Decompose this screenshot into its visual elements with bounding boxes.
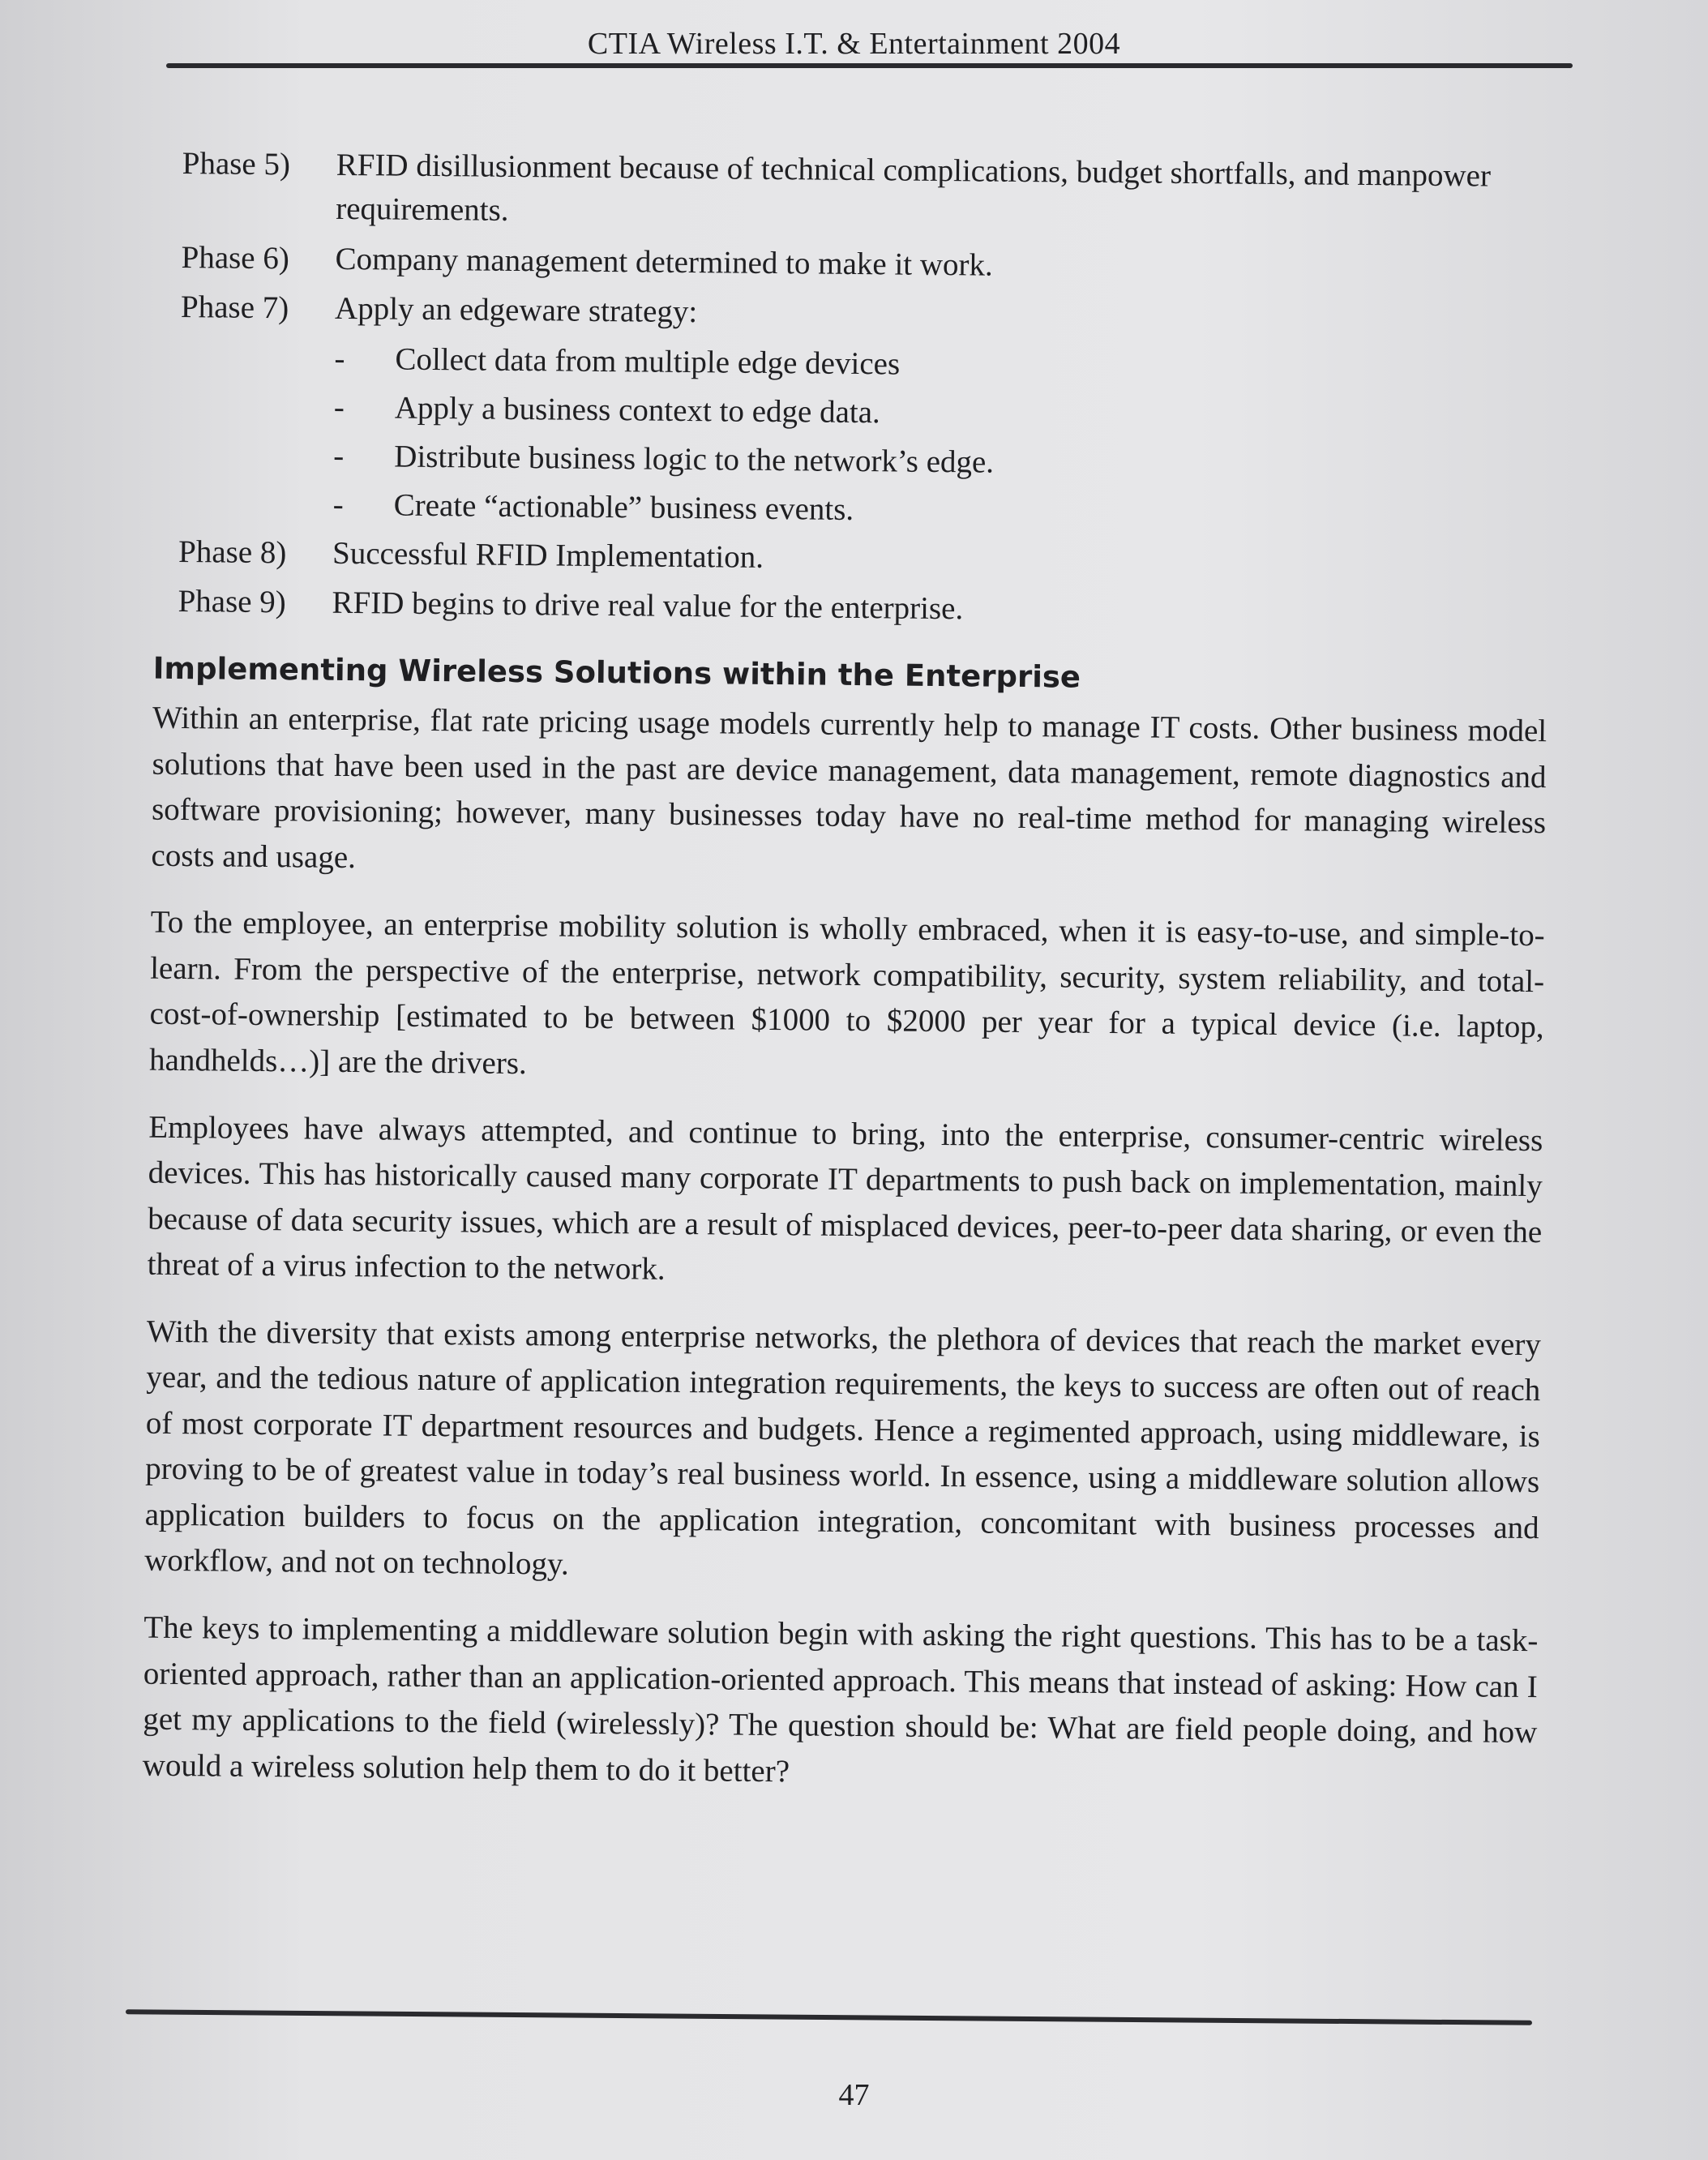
page-number: 47 bbox=[838, 2078, 870, 2112]
running-header: CTIA Wireless I.T. & Entertainment 2004 bbox=[587, 27, 1121, 61]
bullet-dash: - bbox=[333, 438, 345, 474]
bullet-text: Create “actionable” business events. bbox=[393, 487, 854, 527]
phase-label: Phase 9) bbox=[178, 584, 286, 620]
phase-text: Company management determined to make it work. bbox=[335, 241, 993, 283]
bullet-item bbox=[334, 337, 1550, 392]
phase-text: Apply an edgeware strategy: bbox=[334, 291, 698, 330]
phase-item bbox=[182, 142, 1552, 242]
phase-text: Successful RFID Implementation. bbox=[332, 535, 764, 575]
phase-text: RFID begins to drive real value for the enterprise. bbox=[332, 585, 964, 627]
bullet-dash: - bbox=[334, 341, 345, 377]
header-rule bbox=[166, 63, 1573, 68]
edgeware-bullet-list bbox=[332, 337, 1550, 538]
body-paragraph: To the employee, an enterprise mobility solution is wholly embraced, when it is easy-to-use, and simple-to-learn. From the perspective of the enterprise, network compatibility, security, system reliability, and total-cost-of-ownership [estimated to be between $1000 to $2000 per year for a typical device (i.e. laptop, handhelds…)] are the drivers. bbox=[148, 905, 1545, 1082]
phase-item bbox=[178, 529, 1548, 586]
phase-item bbox=[181, 285, 1551, 342]
phase-item bbox=[181, 236, 1551, 293]
footer-rule bbox=[126, 2009, 1532, 2025]
phase-text: RFID disillusionment because of technical complications, budget shortfalls, and manpower requirements. bbox=[336, 147, 1492, 228]
bullet-dash: - bbox=[332, 486, 344, 522]
phase-item bbox=[178, 580, 1547, 636]
bullet-item bbox=[333, 435, 1549, 490]
phase-label: Phase 7) bbox=[180, 289, 289, 326]
phase-label: Phase 8) bbox=[178, 534, 287, 570]
phase-label: Phase 6) bbox=[181, 239, 290, 276]
body-paragraph: Within an enterprise, flat rate pricing usage models currently help to manage IT costs. Other business model solutions that have been used in the past are device management, data management, remote diagnostics and software provisioning; however, many businesses today have no real-time method for managing wireless costs and usage. bbox=[151, 700, 1547, 875]
bullet-text: Collect data from multiple edge devices bbox=[395, 341, 901, 382]
body-paragraph: With the diversity that exists among enterprise networks, the plethora of devices that reach the market every year, and the tedious nature of application integration requirements, the keys to success are often out of reach of most corporate IT department resources and budgets. Hence a regimented approach, using middleware, is proving to be of greatest value in today’s real business world. In essence, using a middleware solution allows application builders to focus on the application integration, concomitant with business processes and workflow, and not on technology. bbox=[143, 1314, 1542, 1583]
page-body bbox=[142, 142, 1552, 1823]
section-heading: Implementing Wireless Solutions within the Enterprise bbox=[152, 650, 1081, 695]
bullet-item bbox=[334, 386, 1550, 441]
body-paragraph: Employees have always attempted, and continue to bring, into the enterprise, consumer-centric wireless devices. This has historically caused many corporate IT departments to push back on implementation, mainly because of data security issues, which are a result of misplaced devices, peer-to-peer data sharing, or even the threat of a virus infection to the network. bbox=[147, 1109, 1543, 1287]
bullet-item bbox=[332, 482, 1548, 538]
phase-label: Phase 5) bbox=[182, 145, 291, 182]
bullet-text: Distribute business logic to the network’s edge. bbox=[394, 439, 995, 480]
bullet-text: Apply a business context to edge data. bbox=[394, 390, 880, 431]
bullet-dash: - bbox=[333, 389, 345, 425]
body-paragraph: The keys to implementing a middleware solution begin with asking the right questions. This has to be a task-oriented approach, rather than an application-oriented approach. This means that instead of asking: How can I get my applications to the field (wirelessly)? The question should be: What are field people doing, and how would a wireless solution help them to do it better? bbox=[142, 1609, 1539, 1789]
